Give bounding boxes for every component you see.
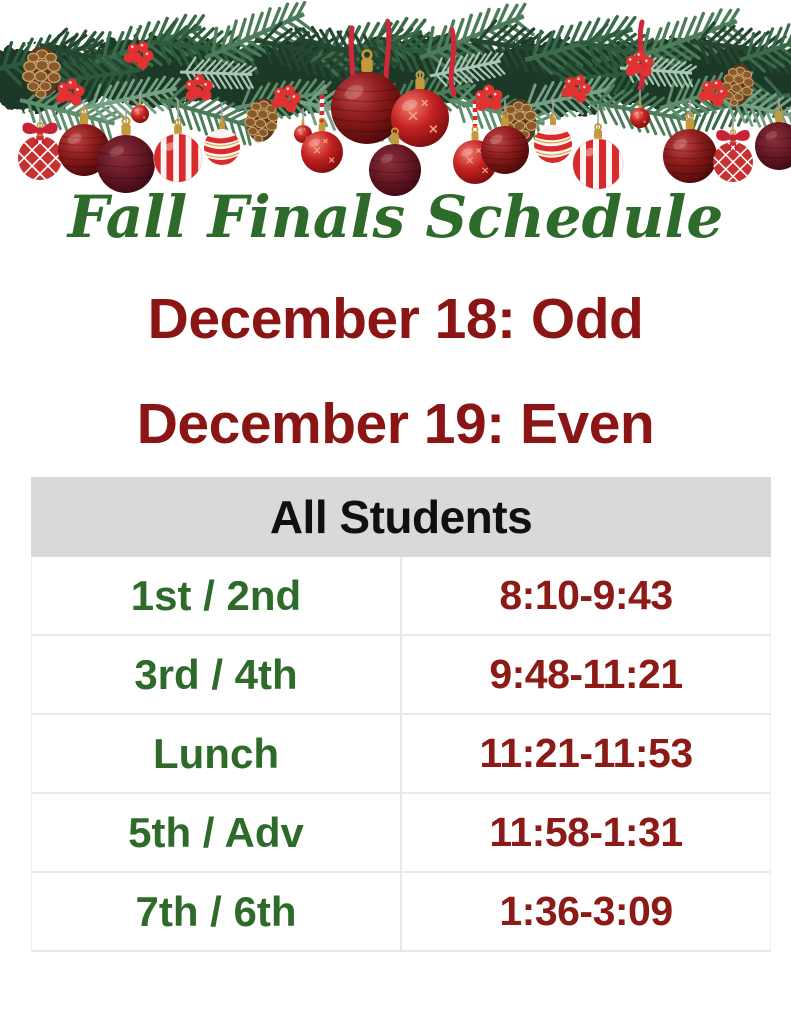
table-body <box>31 557 771 952</box>
striped-ornament-ball-icon <box>154 120 202 182</box>
table-header-all-students: All Students <box>31 477 771 557</box>
christmas-garland-decoration <box>0 0 791 200</box>
dark-ornament-ball-icon <box>97 118 155 193</box>
table-row <box>32 713 770 792</box>
time-cell: 1:36-3:09 <box>499 888 673 934</box>
time-cell: 9:48-11:21 <box>489 651 683 697</box>
period-cell: 3rd / 4th <box>32 636 402 713</box>
period-cell: 1st / 2nd <box>32 557 402 634</box>
table-row <box>32 634 770 713</box>
time-cell: 11:58-1:31 <box>489 809 683 855</box>
table-row <box>32 871 770 950</box>
date-line-dec-19: December 19: Even <box>136 392 655 456</box>
schedule-table <box>31 477 771 952</box>
table-row <box>32 557 770 634</box>
poster-title: Fall Finals Schedule <box>67 183 724 251</box>
period-cell: Lunch <box>32 715 402 792</box>
date-line-dec-18: December 18: Odd <box>147 287 644 351</box>
table-row <box>32 792 770 871</box>
time-cell: 8:10-9:43 <box>499 572 673 618</box>
period-cell: 5th / Adv <box>32 794 402 871</box>
time-cell: 11:21-11:53 <box>479 730 693 776</box>
swirl-ornament-ball-icon <box>203 118 240 165</box>
striped-ornament-ball-icon <box>573 124 623 189</box>
period-cell: 7th / 6th <box>32 873 402 950</box>
